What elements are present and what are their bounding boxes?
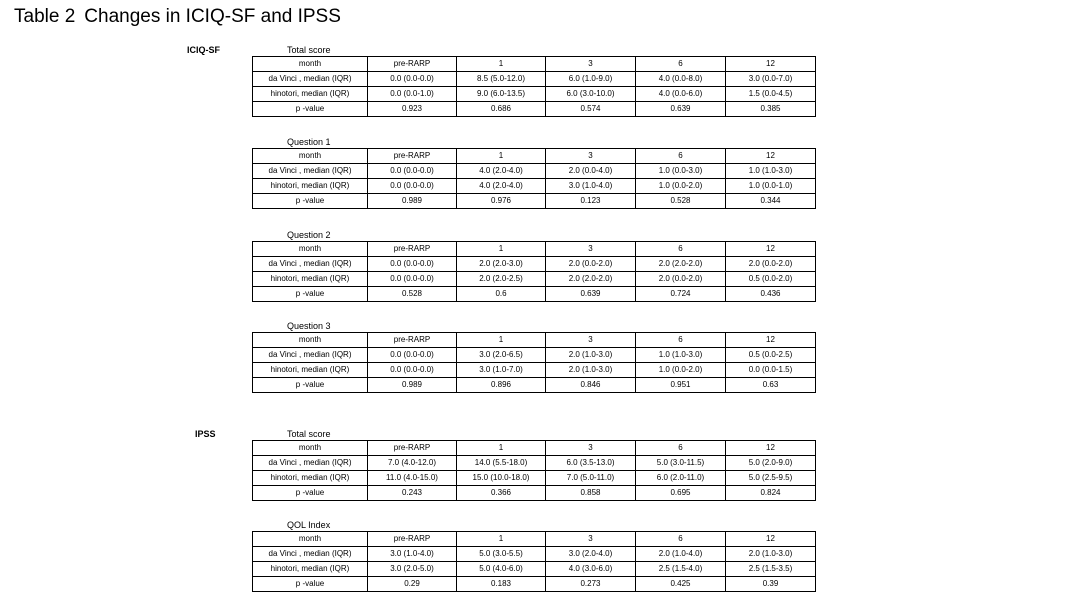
p-value-row (253, 378, 816, 393)
table-row (253, 257, 816, 272)
row-label-header: month (253, 333, 368, 348)
row-label: hinotori, median (IQR) (253, 562, 368, 577)
column-header: 12 (726, 242, 816, 257)
column-header: 1 (457, 333, 546, 348)
table-cell: 9.0 (6.0-13.5) (457, 87, 546, 102)
column-header: pre-RARP (368, 441, 457, 456)
table-cell: 0.385 (726, 102, 816, 117)
table-cell: 0.976 (457, 194, 546, 209)
row-label: p -value (253, 287, 368, 302)
row-label: da Vinci , median (IQR) (253, 257, 368, 272)
table-cell: 0.951 (636, 378, 726, 393)
column-header: 12 (726, 149, 816, 164)
table-cell: 1.0 (1.0-3.0) (726, 164, 816, 179)
column-header: 1 (457, 242, 546, 257)
row-label-header: month (253, 532, 368, 547)
p-value-row (253, 102, 816, 117)
table-cell: 1.0 (0.0-3.0) (636, 164, 726, 179)
table-row (253, 72, 816, 87)
column-header: 6 (636, 57, 726, 72)
table-cell: 2.0 (0.0-2.0) (546, 257, 636, 272)
row-label-header: month (253, 242, 368, 257)
table-cell: 0.183 (457, 577, 546, 592)
table-subtitle: Total score (287, 429, 331, 439)
row-label-header: month (253, 57, 368, 72)
page-title (14, 5, 341, 29)
header-row (253, 441, 816, 456)
row-label-header: month (253, 149, 368, 164)
row-label: p -value (253, 378, 368, 393)
table-cell: 4.0 (0.0-6.0) (636, 87, 726, 102)
table-cell: 5.0 (2.5-9.5) (726, 471, 816, 486)
table-cell: 2.0 (2.0-3.0) (457, 257, 546, 272)
p-value-row (253, 194, 816, 209)
table-cell: 2.0 (0.0-2.0) (726, 257, 816, 272)
row-label: p -value (253, 577, 368, 592)
table-cell: 0.0 (0.0-1.0) (368, 87, 457, 102)
table-cell: 5.0 (3.0-5.5) (457, 547, 546, 562)
column-header: pre-RARP (368, 532, 457, 547)
table-row (253, 272, 816, 287)
p-value-row (253, 486, 816, 501)
row-label: da Vinci , median (IQR) (253, 72, 368, 87)
table-cell: 2.0 (1.0-3.0) (546, 363, 636, 378)
table-cell: 4.0 (2.0-4.0) (457, 179, 546, 194)
table-cell: 0.695 (636, 486, 726, 501)
table-cell: 6.0 (2.0-11.0) (636, 471, 726, 486)
table-cell: 2.0 (0.0-2.0) (636, 272, 726, 287)
data-table (252, 56, 816, 117)
table-cell: 0.686 (457, 102, 546, 117)
table-cell: 0.0 (0.0-1.5) (726, 363, 816, 378)
table-cell: 0.574 (546, 102, 636, 117)
table-cell: 0.63 (726, 378, 816, 393)
table-row (253, 547, 816, 562)
header-row (253, 149, 816, 164)
row-label: hinotori, median (IQR) (253, 87, 368, 102)
table-cell: 0.923 (368, 102, 457, 117)
table-cell: 0.123 (546, 194, 636, 209)
table-cell: 2.0 (1.0-3.0) (726, 547, 816, 562)
table-cell: 11.0 (4.0-15.0) (368, 471, 457, 486)
table-cell: 0.273 (546, 577, 636, 592)
column-header: pre-RARP (368, 242, 457, 257)
table-cell: 3.0 (2.0-4.0) (546, 547, 636, 562)
data-table (252, 148, 816, 209)
row-label: p -value (253, 486, 368, 501)
column-header: pre-RARP (368, 57, 457, 72)
table-cell: 0.5 (0.0-2.5) (726, 348, 816, 363)
table-cell: 4.0 (0.0-8.0) (636, 72, 726, 87)
table-row (253, 348, 816, 363)
column-header: 6 (636, 532, 726, 547)
table-cell: 0.639 (636, 102, 726, 117)
table-cell: 0.0 (0.0-0.0) (368, 179, 457, 194)
p-value-row (253, 287, 816, 302)
table-cell: 0.0 (0.0-0.0) (368, 72, 457, 87)
table-row (253, 164, 816, 179)
row-label: hinotori, median (IQR) (253, 363, 368, 378)
table-cell: 3.0 (2.0-6.5) (457, 348, 546, 363)
column-header: pre-RARP (368, 333, 457, 348)
table-cell: 1.0 (0.0-2.0) (636, 179, 726, 194)
table-cell: 6.0 (3.0-10.0) (546, 87, 636, 102)
row-label: hinotori, median (IQR) (253, 179, 368, 194)
table-cell: 7.0 (4.0-12.0) (368, 456, 457, 471)
table-cell: 14.0 (5.5-18.0) (457, 456, 546, 471)
column-header: 3 (546, 242, 636, 257)
table-subtitle: Question 1 (287, 137, 331, 147)
table-cell: 4.0 (2.0-4.0) (457, 164, 546, 179)
table-cell: 0.436 (726, 287, 816, 302)
column-header: 3 (546, 532, 636, 547)
row-label: da Vinci , median (IQR) (253, 164, 368, 179)
table-cell: 15.0 (10.0-18.0) (457, 471, 546, 486)
table-cell: 2.0 (1.0-3.0) (546, 348, 636, 363)
table-row (253, 471, 816, 486)
table-cell: 7.0 (5.0-11.0) (546, 471, 636, 486)
table-caption: Changes in ICIQ-SF and IPSS (84, 6, 341, 27)
header-row (253, 532, 816, 547)
row-label: p -value (253, 102, 368, 117)
table-cell: 0.0 (0.0-0.0) (368, 164, 457, 179)
column-header: 6 (636, 441, 726, 456)
table-cell: 0.639 (546, 287, 636, 302)
column-header: 6 (636, 333, 726, 348)
table-row (253, 562, 816, 577)
table-subtitle: Question 3 (287, 321, 331, 331)
table-cell: 0.0 (0.0-0.0) (368, 257, 457, 272)
table-cell: 2.0 (1.0-4.0) (636, 547, 726, 562)
column-header: 3 (546, 333, 636, 348)
table-cell: 2.0 (2.0-2.0) (546, 272, 636, 287)
table-cell: 0.0 (0.0-0.0) (368, 363, 457, 378)
table-cell: 3.0 (0.0-7.0) (726, 72, 816, 87)
column-header: 12 (726, 333, 816, 348)
table-cell: 1.0 (0.0-2.0) (636, 363, 726, 378)
row-label: da Vinci , median (IQR) (253, 348, 368, 363)
column-header: 1 (457, 532, 546, 547)
row-label: hinotori, median (IQR) (253, 272, 368, 287)
table-cell: 6.0 (1.0-9.0) (546, 72, 636, 87)
data-table (252, 531, 816, 592)
header-row (253, 242, 816, 257)
column-header: 6 (636, 149, 726, 164)
table-cell: 0.243 (368, 486, 457, 501)
table-cell: 3.0 (1.0-4.0) (368, 547, 457, 562)
table-row (253, 363, 816, 378)
table-row (253, 179, 816, 194)
column-header: 12 (726, 57, 816, 72)
table-cell: 0.824 (726, 486, 816, 501)
column-header: 3 (546, 57, 636, 72)
table-cell: 0.425 (636, 577, 726, 592)
group-label-ipss: IPSS (195, 429, 216, 439)
table-cell: 0.846 (546, 378, 636, 393)
row-label: hinotori, median (IQR) (253, 471, 368, 486)
table-cell: 0.6 (457, 287, 546, 302)
row-label: p -value (253, 194, 368, 209)
column-header: 1 (457, 441, 546, 456)
table-cell: 0.0 (0.0-0.0) (368, 348, 457, 363)
table-subtitle: Question 2 (287, 230, 331, 240)
group-label-iciq-sf: ICIQ-SF (187, 45, 220, 55)
column-header: 12 (726, 532, 816, 547)
column-header: 12 (726, 441, 816, 456)
table-cell: 1.5 (0.0-4.5) (726, 87, 816, 102)
table-cell: 0.39 (726, 577, 816, 592)
header-row (253, 333, 816, 348)
table-cell: 0.989 (368, 378, 457, 393)
table-cell: 0.29 (368, 577, 457, 592)
table-cell: 3.0 (1.0-7.0) (457, 363, 546, 378)
table-cell: 0.528 (368, 287, 457, 302)
table-cell: 0.0 (0.0-0.0) (368, 272, 457, 287)
column-header: 1 (457, 149, 546, 164)
table-subtitle: QOL Index (287, 520, 331, 530)
header-row (253, 57, 816, 72)
table-cell: 0.858 (546, 486, 636, 501)
table-cell: 0.5 (0.0-2.0) (726, 272, 816, 287)
table-cell: 0.896 (457, 378, 546, 393)
column-header: 3 (546, 149, 636, 164)
table-cell: 2.0 (2.0-2.5) (457, 272, 546, 287)
table-cell: 5.0 (3.0-11.5) (636, 456, 726, 471)
table-cell: 3.0 (1.0-4.0) (546, 179, 636, 194)
column-header: 1 (457, 57, 546, 72)
data-table (252, 241, 816, 302)
table-cell: 2.5 (1.5-4.0) (636, 562, 726, 577)
table-cell: 0.528 (636, 194, 726, 209)
table-cell: 0.724 (636, 287, 726, 302)
table-cell: 5.0 (4.0-6.0) (457, 562, 546, 577)
data-table (252, 332, 816, 393)
table-cell: 3.0 (2.0-5.0) (368, 562, 457, 577)
table-subtitle: Total score (287, 45, 331, 55)
table-number: Table 2 (14, 6, 76, 27)
table-cell: 2.5 (1.5-3.5) (726, 562, 816, 577)
table-cell: 1.0 (1.0-3.0) (636, 348, 726, 363)
table-row (253, 456, 816, 471)
table-row (253, 87, 816, 102)
table-cell: 1.0 (0.0-1.0) (726, 179, 816, 194)
column-header: pre-RARP (368, 149, 457, 164)
table-cell: 0.366 (457, 486, 546, 501)
row-label: da Vinci , median (IQR) (253, 456, 368, 471)
column-header: 3 (546, 441, 636, 456)
table-cell: 5.0 (2.0-9.0) (726, 456, 816, 471)
table-cell: 2.0 (0.0-4.0) (546, 164, 636, 179)
column-header: 6 (636, 242, 726, 257)
p-value-row (253, 577, 816, 592)
row-label: da Vinci , median (IQR) (253, 547, 368, 562)
table-cell: 6.0 (3.5-13.0) (546, 456, 636, 471)
row-label-header: month (253, 441, 368, 456)
table-cell: 2.0 (2.0-2.0) (636, 257, 726, 272)
table-cell: 8.5 (5.0-12.0) (457, 72, 546, 87)
table-cell: 0.344 (726, 194, 816, 209)
table-cell: 4.0 (3.0-6.0) (546, 562, 636, 577)
data-table (252, 440, 816, 501)
table-cell: 0.989 (368, 194, 457, 209)
